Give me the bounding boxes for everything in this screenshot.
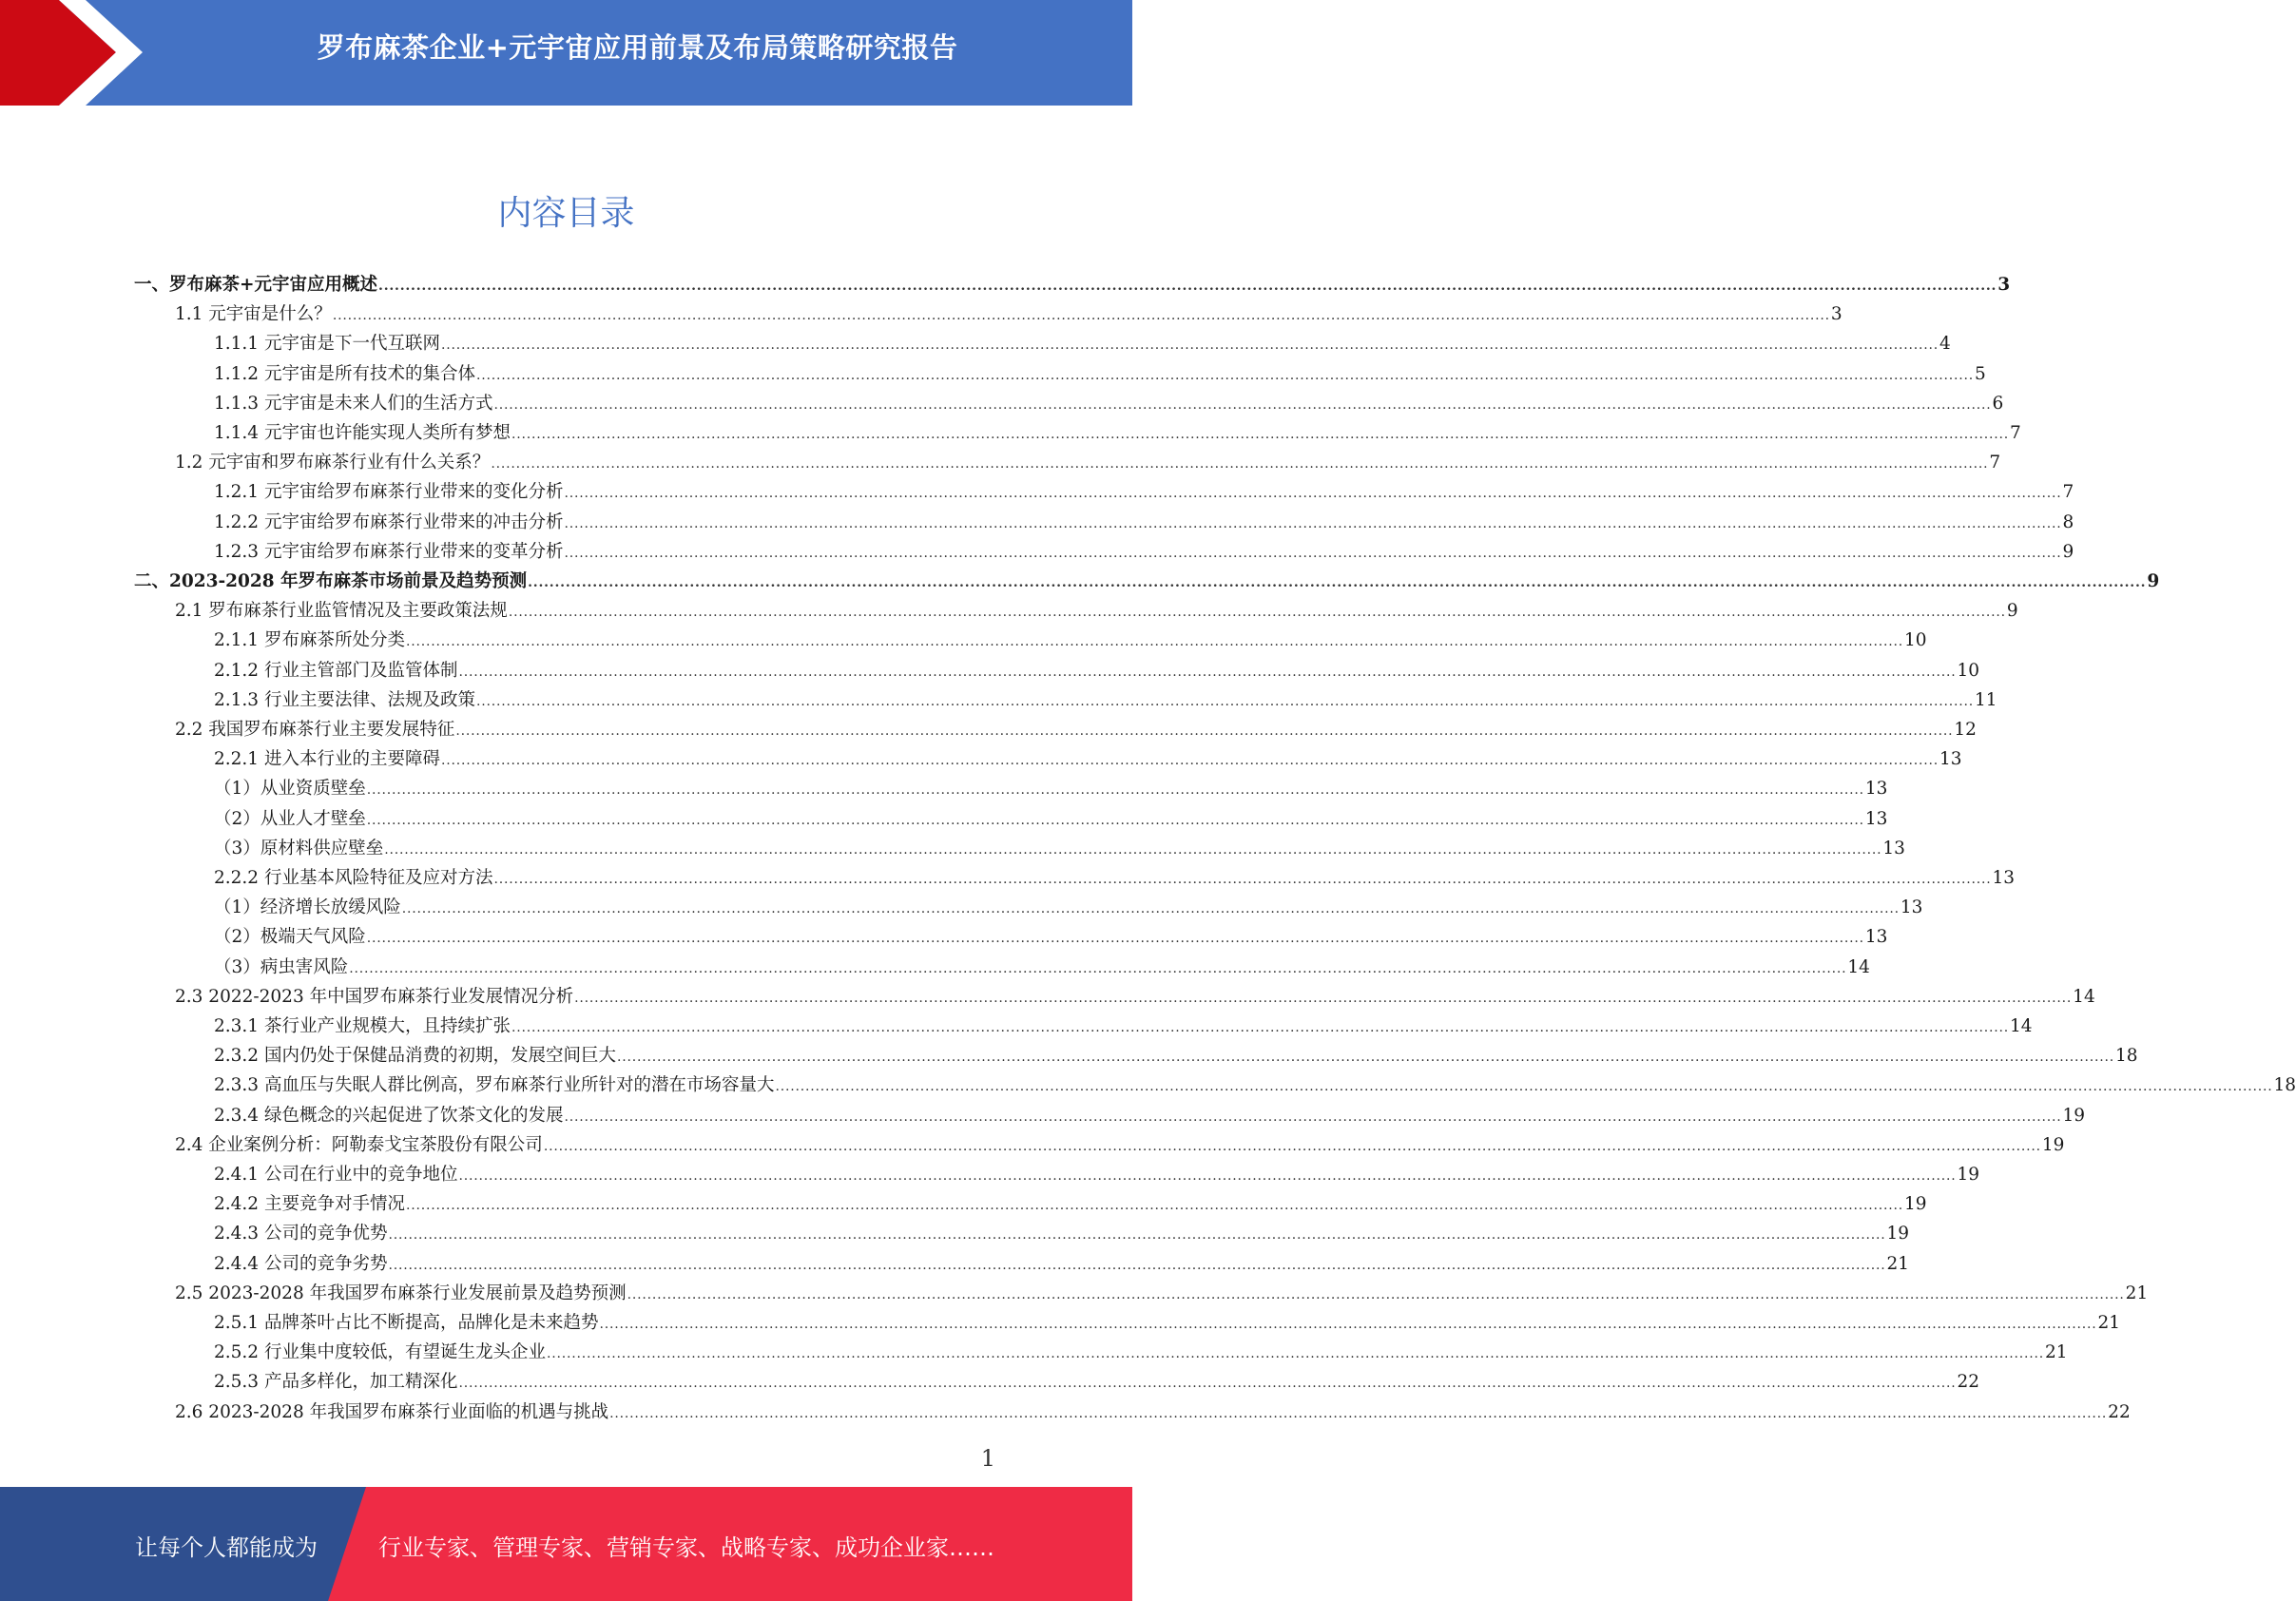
toc-entry-page: 19 (1886, 1224, 1910, 1244)
page-header-banner (0, 0, 1132, 106)
toc-entry[interactable] (214, 1160, 1980, 1189)
footer-slogan-right: 行业专家、管理专家、营销专家、战略专家、成功企业家…… (378, 1534, 994, 1561)
toc-entry[interactable] (214, 774, 1888, 803)
toc-dot-leader: ............................................................................................................................................................................................................................................................................................................ (458, 664, 1957, 680)
toc-entry[interactable] (214, 477, 2074, 507)
toc-dot-leader: ............................................................................................................................................................................................................................................................................................................ (546, 1346, 2045, 1362)
toc-entry-label: 1.1.4 元宇宙也许能实现人类所有梦想 (214, 423, 511, 443)
toc-dot-leader: ............................................................................................................................................................................................................................................................................................................ (493, 396, 1992, 413)
toc-entry-page: 5 (1975, 363, 1986, 384)
toc-entry-label: 2.2.2 行业基本风险特征及应对方法 (214, 868, 493, 888)
toc-entry-page: 14 (2010, 1016, 2033, 1036)
toc-entry-label: （1）经济增长放缓风险 (214, 897, 401, 918)
toc-entry-label: 1.1.1 元宇宙是下一代互联网 (214, 334, 440, 355)
toc-dot-leader: ............................................................................................................................................................................................................................................................................................................ (440, 753, 1939, 769)
toc-entry-label: 2.1.2 行业主管部门及监管体制 (214, 660, 458, 681)
toc-entry-page: 3 (1997, 275, 2011, 295)
toc-entry-label: 2.4.2 主要竞争对手情况 (214, 1194, 405, 1215)
toc-dot-leader: ............................................................................................................................................................................................................................................................................................................ (627, 1286, 2125, 1302)
toc-entry-page: 8 (2062, 511, 2074, 532)
toc-entry[interactable] (214, 329, 1951, 358)
toc-dot-leader: ............................................................................................................................................................................................................................................................................................................ (349, 960, 1847, 976)
toc-entry[interactable] (214, 1071, 2296, 1100)
toc-entry-label: 1.2.1 元宇宙给罗布麻茶行业带来的变化分析 (214, 482, 564, 503)
toc-entry-page: 19 (2041, 1134, 2065, 1155)
toc-dot-leader: ............................................................................................................................................................................................................................................................................................................ (564, 1109, 2062, 1125)
header-title: 罗布麻茶企业+元宇宙应用前景及布局策略研究报告 (317, 31, 958, 64)
toc-entry-label: 2.4 企业案例分析：阿勒泰戈宝茶股份有限公司 (175, 1134, 543, 1155)
toc-entry[interactable] (214, 626, 1927, 655)
toc-entry[interactable] (214, 389, 2004, 418)
toc-entry-page: 3 (1830, 304, 1843, 325)
toc-entry-page: 19 (1904, 1194, 1927, 1215)
toc-entry[interactable] (214, 953, 1870, 982)
toc-entry-page: 9 (2062, 541, 2074, 562)
toc-entry-label: 2.4.3 公司的竞争优势 (214, 1224, 388, 1244)
toc-entry[interactable] (214, 863, 2016, 893)
toc-entry[interactable] (214, 1249, 1910, 1279)
toc-dot-leader: ............................................................................................................................................................................................................................................................................................................ (511, 427, 2010, 442)
toc-entry[interactable] (214, 1012, 2033, 1041)
toc-entry[interactable] (175, 1130, 2065, 1160)
toc-entry-page: 13 (1939, 749, 1962, 770)
toc-dot-leader: ............................................................................................................................................................................................................................................................................................................ (564, 486, 2062, 502)
toc-entry-page: 19 (1957, 1165, 1980, 1185)
toc-dot-leader: ............................................................................................................................................................................................................................................................................................................ (491, 456, 1989, 473)
toc-entry[interactable] (214, 418, 2021, 448)
toc-dot-leader: ............................................................................................................................................................................................................................................................................................................ (401, 901, 1900, 917)
toc-entry-label: 2.3.2 国内仍处于保健品消费的初期，发展空间巨大 (214, 1046, 616, 1067)
toc-entry-page: 7 (2062, 482, 2074, 503)
toc-entry-label: 2.3.1 茶行业产业规模大，且持续扩张 (214, 1016, 511, 1036)
toc-entry-label: 2.3 2022-2023 年中国罗布麻茶行业发展情况分析 (175, 986, 574, 1007)
toc-entry[interactable] (134, 567, 2160, 596)
toc-entry-page: 10 (1904, 630, 1927, 651)
toc-entry-page: 22 (2108, 1401, 2131, 1422)
toc-dot-leader: ............................................................................................................................................................................................................................................................................................................ (388, 1227, 1886, 1244)
toc-dot-leader: ............................................................................................................................................................................................................................................................................................................ (388, 1257, 1886, 1273)
toc-entry-page: 14 (1847, 956, 1870, 977)
toc-entry-label: 1.1.3 元宇宙是未来人们的生活方式 (214, 393, 493, 414)
toc-entry-label: （3）病虫害风险 (214, 956, 349, 977)
toc-entry[interactable] (175, 1279, 2149, 1308)
toc-entry[interactable] (175, 715, 1977, 744)
toc-entry[interactable] (214, 685, 1997, 715)
toc-entry[interactable] (214, 744, 1962, 774)
toc-entry-page: 7 (1989, 453, 2001, 473)
toc-entry-label: 1.1 元宇宙是什么？ (175, 304, 332, 325)
toc-entry-label: （2）从业人才壁垒 (214, 808, 366, 829)
toc-dot-leader: ............................................................................................................................................................................................................................................................................................................ (440, 338, 1939, 354)
toc-dot-leader: ............................................................................................................................................................................................................................................................................................................ (511, 1020, 2010, 1035)
toc-entry-label: 2.3.3 高血压与失眠人群比例高，罗布麻茶行业所针对的潜在市场容量大 (214, 1075, 775, 1096)
toc-entry[interactable] (175, 448, 2001, 477)
toc-dot-leader: ............................................................................................................................................................................................................................................................................................................ (458, 1376, 1957, 1392)
page-footer-banner (0, 1487, 1132, 1601)
toc-entry[interactable] (214, 1338, 2068, 1367)
footer-slogan-left: 让每个人都能成为 (135, 1534, 318, 1561)
toc-entry-label: 1.2.3 元宇宙给罗布麻茶行业带来的变革分析 (214, 541, 564, 562)
toc-entry-page: 13 (1900, 897, 1923, 918)
toc-entry-page: 12 (1954, 720, 1977, 740)
toc-entry[interactable] (214, 1041, 2138, 1071)
toc-entry-label: 2.5.1 品牌茶叶占比不断提高，品牌化是未来趋势 (214, 1313, 599, 1333)
toc-dot-leader: ............................................................................................................................................................................................................................................................................................................ (599, 1317, 2097, 1332)
toc-entry-page: 7 (2010, 423, 2021, 443)
toc-dot-leader: ............................................................................................................................................................................................................................................................................................................ (332, 308, 1830, 324)
toc-dot-leader: ............................................................................................................................................................................................................................................................................................................ (366, 812, 1864, 828)
toc-entry-page: 13 (1864, 927, 1888, 948)
toc-entry-page: 21 (2045, 1342, 2068, 1363)
toc-dot-leader: ............................................................................................................................................................................................................................................................................................................ (475, 367, 1975, 383)
toc-entry-label: 2.2.1 进入本行业的主要障碍 (214, 749, 440, 770)
toc-entry-page: 19 (2062, 1105, 2086, 1126)
toc-heading: 内容目录 (497, 194, 635, 233)
toc-entry[interactable] (214, 922, 1888, 952)
toc-entry-page: 13 (1992, 868, 2016, 888)
toc-dot-leader: ............................................................................................................................................................................................................................................................................................................ (616, 1050, 2115, 1066)
toc-dot-leader: ............................................................................................................................................................................................................................................................................................................ (574, 990, 2073, 1006)
toc-entry-page: 22 (1957, 1372, 1980, 1393)
toc-entry-label: 2.4.1 公司在行业中的竞争地位 (214, 1165, 458, 1185)
toc-dot-leader: ............................................................................................................................................................................................................................................................................................................ (564, 545, 2062, 561)
toc-dot-leader: ............................................................................................................................................................................................................................................................................................................ (366, 782, 1864, 799)
toc-entry[interactable] (214, 1219, 1910, 1248)
toc-dot-leader: ............................................................................................................................................................................................................................................................................................................ (543, 1138, 2041, 1154)
toc-entry-page: 13 (1864, 808, 1888, 829)
toc-entry[interactable] (214, 537, 2074, 567)
toc-entry-label: 2.4.4 公司的竞争劣势 (214, 1253, 388, 1274)
toc-entry-label: 2.1.3 行业主要法律、法规及政策 (214, 689, 475, 710)
toc-entry[interactable] (214, 508, 2074, 537)
page-number: 1 (980, 1445, 995, 1472)
toc-entry[interactable] (214, 1367, 1980, 1397)
toc-entry-label: 1.1.2 元宇宙是所有技术的集合体 (214, 363, 475, 384)
toc-entry-label: （2）极端天气风险 (214, 927, 366, 948)
toc-dot-leader: ............................................................................................................................................................................................................................................................................................................ (508, 605, 2006, 621)
toc-entry-page: 9 (2147, 571, 2160, 591)
toc-dot-leader: ............................................................................................................................................................................................................................................................................................................ (378, 279, 1997, 294)
toc-dot-leader: ............................................................................................................................................................................................................................................................................................................ (366, 931, 1864, 947)
toc-entry[interactable] (175, 299, 1843, 329)
toc-entry-page: 11 (1975, 689, 1997, 710)
toc-entry-label: （3）原材料供应壁垒 (214, 838, 384, 858)
toc-entry-label: 二、2023-2028 年罗布麻茶市场前景及趋势预测 (134, 571, 528, 591)
toc-entry[interactable] (175, 1398, 2131, 1427)
toc-entry-label: 2.3.4 绿色概念的兴起促进了饮茶文化的发展 (214, 1105, 564, 1126)
toc-entry[interactable] (134, 270, 2011, 299)
toc-dot-leader: ............................................................................................................................................................................................................................................................................................................ (458, 1168, 1957, 1184)
toc-entry-label: 2.5.2 行业集中度较低，有望诞生龙头企业 (214, 1342, 546, 1363)
toc-entry[interactable] (214, 893, 1923, 922)
toc-dot-leader: ............................................................................................................................................................................................................................................................................................................ (455, 723, 1954, 739)
toc-entry-page: 21 (1886, 1253, 1910, 1274)
toc-entry-label: 2.2 我国罗布麻茶行业主要发展特征 (175, 720, 455, 740)
toc-dot-leader: ............................................................................................................................................................................................................................................................................................................ (405, 634, 1904, 650)
toc-entry[interactable] (214, 359, 1986, 389)
toc-dot-leader: ............................................................................................................................................................................................................................................................................................................ (405, 1198, 1904, 1214)
toc-entry-page: 4 (1939, 334, 1951, 355)
toc-entry-label: 2.6 2023-2028 年我国罗布麻茶行业面临的机遇与挑战 (175, 1401, 609, 1422)
toc-entry-label: 2.5 2023-2028 年我国罗布麻茶行业发展前景及趋势预测 (175, 1283, 627, 1303)
toc-entry[interactable] (214, 1189, 1927, 1219)
toc-entry[interactable] (214, 804, 1888, 834)
toc-dot-leader: ............................................................................................................................................................................................................................................................................................................ (609, 1405, 2108, 1421)
toc-entry-label: 2.5.3 产品多样化，加工精深化 (214, 1372, 458, 1393)
toc-dot-leader: ............................................................................................................................................................................................................................................................................................................ (528, 575, 2147, 590)
toc-entry-page: 14 (2073, 986, 2095, 1007)
toc-entry-label: 一、罗布麻茶+元宇宙应用概述 (134, 275, 378, 295)
toc-entry-page: 10 (1957, 660, 1980, 681)
toc-entry-page: 18 (2273, 1075, 2296, 1096)
toc-entry-page: 21 (2125, 1283, 2149, 1303)
toc-dot-leader: ............................................................................................................................................................................................................................................................................................................ (384, 841, 1882, 858)
toc-entry-page: 13 (1864, 779, 1888, 800)
toc-entry-label: 1.2 元宇宙和罗布麻茶行业有什么关系？ (175, 453, 491, 473)
toc-entry-page: 6 (1992, 393, 2004, 414)
toc-entry-label: 2.1 罗布麻茶行业监管情况及主要政策法规 (175, 601, 508, 622)
toc-entry-page: 13 (1882, 838, 1905, 858)
toc-dot-leader: ............................................................................................................................................................................................................................................................................................................ (564, 515, 2062, 531)
toc-entry-page: 21 (2097, 1313, 2121, 1333)
toc-entry-label: 1.2.2 元宇宙给罗布麻茶行业带来的冲击分析 (214, 511, 564, 532)
toc-dot-leader: ............................................................................................................................................................................................................................................................................................................ (475, 693, 1975, 709)
toc-entry[interactable] (214, 834, 1905, 863)
toc-entry[interactable] (175, 596, 2018, 626)
toc-entry-label: （1）从业资质壁垒 (214, 779, 366, 800)
toc-entry-label: 2.1.1 罗布麻茶所处分类 (214, 630, 405, 651)
toc-entry[interactable] (214, 656, 1980, 685)
toc-entry[interactable] (214, 1101, 2086, 1130)
toc-entry-page: 18 (2115, 1046, 2138, 1067)
toc-entry[interactable] (214, 1308, 2121, 1338)
toc-dot-leader: ............................................................................................................................................................................................................................................................................................................ (775, 1079, 2273, 1095)
toc-dot-leader: ............................................................................................................................................................................................................................................................................................................ (493, 872, 1992, 887)
toc-entry-page: 9 (2006, 601, 2018, 622)
toc-entry[interactable] (175, 982, 2095, 1012)
